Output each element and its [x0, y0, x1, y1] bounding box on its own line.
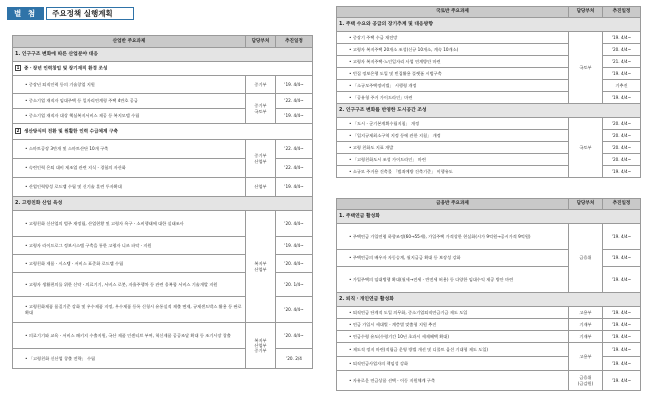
- task-cell: • 의료기기와 교육ㆍ서비스 패키지 수출지원, 국산 제품 인센티브 부여, 혁신제품 공공조달 확대 등 조기시장 창출: [13, 323, 246, 349]
- category-row: [13, 197, 313, 211]
- schedule-cell: '19. 4/4~: [603, 166, 641, 178]
- schedule-cell: '19. 4/4~: [276, 178, 313, 197]
- schedule-cell: '19. 4/4~: [603, 92, 641, 104]
- table-row: [13, 323, 313, 349]
- schedule-cell: '19. 4/4~: [603, 357, 641, 371]
- task-cell: • 「고령친화도시 조성 가이드라인」 마련: [337, 154, 569, 166]
- category-label: 1. 주택연금 활성화: [337, 210, 641, 224]
- task-cell: • 「소규모주택정비법」 시행령 개정: [337, 80, 569, 92]
- table-row: [337, 32, 641, 44]
- task-cell: • 고령친화 신산업의 범주 재정립, 산업현황 및 고령자 욕구ㆍ소비행태에 대한 실태조사: [13, 211, 246, 237]
- dept-cell: 중기부 국토부: [246, 94, 276, 124]
- left-page: [0, 0, 322, 417]
- task-cell: • 「입지규제최소구역 지정 등에 관한 지침」 개정: [337, 130, 569, 142]
- subcategory-row: [13, 124, 313, 140]
- number-box: 1: [16, 65, 20, 71]
- table-row: [337, 343, 641, 357]
- schedule-cell: '19. 4/4~: [603, 331, 641, 343]
- col-header-schedule: 추진일정: [603, 199, 641, 210]
- task-cell: • 고령자 라이프로그 정보시스템 구축을 통한 고령자 니즈 파악ㆍ지원: [13, 237, 246, 255]
- task-cell: • 산업인력양성 로드맵 수립 및 신기술 훈련 투자확대: [13, 178, 246, 197]
- page-title: 주요정책 실행계획: [46, 7, 134, 20]
- table-row: [13, 94, 313, 109]
- dept-cell: 국토부: [569, 32, 603, 104]
- schedule-cell: '20. 4/4~: [276, 211, 313, 237]
- schedule-cell: '20. 4/4~: [276, 255, 313, 273]
- category-label: 2. 퇴직ㆍ개인연금 활성화: [337, 293, 641, 307]
- col-header-schedule: 추진일정: [276, 36, 313, 48]
- col-header-task: 국토반 주요과제: [337, 7, 569, 18]
- schedule-cell: '20. 4/4~: [276, 297, 313, 323]
- schedule-cell: '19. 4/4~: [603, 307, 641, 319]
- schedule-cell: '22. 4/4~: [276, 94, 313, 109]
- dept-cell: 기재부: [569, 331, 603, 343]
- task-cell: • 중장년 퇴직인력 등의 기술창업 지원: [13, 76, 246, 94]
- schedule-cell: '19. 4/4~: [603, 32, 641, 44]
- task-cell: • 「도시ㆍ군기본계획수립지침」 개정: [337, 118, 569, 130]
- schedule-cell: '19. 4/4~: [276, 109, 313, 124]
- task-cell: • 퇴직연금 단계적 도입 의무화, 중소기업퇴직연금기금 제도 도입: [337, 307, 569, 319]
- category-label: 1. 주택 수요와 공급의 장기추계 및 대응방향: [337, 18, 641, 32]
- table-row: [13, 211, 313, 237]
- table-row: [337, 331, 641, 343]
- task-cell: • 제도적 정지 마련(적립금 운영 방법 개선 및 디폴트 옵션 기대형 제도 도입): [337, 343, 569, 357]
- task-cell: • 고령친화 제품ㆍ시스템ㆍ서비스 표준화 로드맵 수립: [13, 255, 246, 273]
- schedule-cell: '20. 4/4~: [603, 118, 641, 130]
- task-cell: • 퇴직연금사업자의 책임성 강화: [337, 357, 569, 371]
- task-cell: • 고령자 복지주택 20개소 조성(신규 10개소, 계속 10개소): [337, 44, 569, 56]
- dept-cell: 금융위 (금감원): [569, 371, 603, 391]
- category-label: 2. 고령친화 산업 육성: [13, 197, 313, 211]
- task-cell: • 고령자 복지주택-노인일자리 사업 연계방안 마련: [337, 56, 569, 68]
- category-row: [337, 210, 641, 224]
- schedule-cell: '19. 4/4~: [603, 319, 641, 331]
- schedule-cell: '20. 4/4~: [603, 142, 641, 154]
- land-policy-table: [336, 6, 641, 178]
- subcategory-label: 생산방식의 전환 및 원활한 인력 수급체계 구축: [24, 129, 118, 135]
- task-cell: • 고령 친화도 지표 개발: [337, 142, 569, 154]
- col-header-dept: 담당부처: [569, 199, 603, 210]
- right-page: [332, 0, 647, 417]
- dept-cell: 고용부: [569, 307, 603, 319]
- schedule-cell: '20. 4/4~: [603, 44, 641, 56]
- schedule-cell: '19. 4/4~: [276, 76, 313, 94]
- attachment-badge: 별 첨: [7, 7, 44, 20]
- col-header-dept: 담당부처: [569, 7, 603, 18]
- task-cell: • 스마트공장 3만개 및 스마트산단 10개 구축: [13, 140, 246, 159]
- table-row: [13, 76, 313, 94]
- schedule-cell: '21. 4/4~: [603, 56, 641, 68]
- number-box: 2: [16, 128, 20, 134]
- task-cell: • 주택연금 가입연령 하향조정(60→55세), 가입주택 가격상한 현실화(시가 9억원→공시가격 9억원): [337, 224, 569, 250]
- task-cell: • 중소기업 재직자 대상 핵심복지서비스 제공 등 복지모델 수립: [13, 109, 246, 124]
- subcategory-label: 중ㆍ장년 인력창업 및 장기재직 환경 조성: [24, 66, 108, 72]
- task-cell: • 고령친화제품 품질기준 강화 및 우수제품 지정, 우수제품 등록 신청시 유통실적 제출 면제, 규제샌드박스 활용 등 판로 확대: [13, 297, 246, 323]
- schedule-cell: '20. 4/4~: [603, 130, 641, 142]
- task-cell: • 자유로운 연금상품 선택ㆍ이동 지원체계 구축: [337, 371, 569, 391]
- task-cell: • 중소기업 재직자 임대주택 등 일자리연계형 주택 4만호 공급: [13, 94, 246, 109]
- schedule-cell: '19. 4/4~: [603, 224, 641, 250]
- category-row: [337, 18, 641, 32]
- dept-cell: 중기부: [246, 76, 276, 94]
- col-header-schedule: 추진일정: [603, 7, 641, 18]
- task-cell: • 「공유형 주거 가이드라인」마련: [337, 92, 569, 104]
- category-row: [337, 104, 641, 118]
- subcategory-row: [13, 62, 313, 76]
- table-row: [337, 118, 641, 130]
- task-cell: • 「고령친화 신산업 창출 전략」 수립: [13, 349, 246, 369]
- category-label: 2. 인구구조 변화를 반영한 도시공간 조성: [337, 104, 641, 118]
- task-cell: • 빈집 정보은행 도입 및 빈집활용 플랫폼 시범구축: [337, 68, 569, 80]
- task-cell: • 고령자 생활편의를 위한 신약ㆍ의료기기, 서비스 로봇, 자율주행차 등 관련 융복합 서비스 기술개발 지원: [13, 273, 246, 297]
- schedule-cell: '19. 4/4~: [603, 68, 641, 80]
- schedule-cell: '19. 4/4~: [603, 267, 641, 293]
- table-row: [337, 371, 641, 391]
- table-row: [337, 319, 641, 331]
- table-row: [337, 224, 641, 250]
- category-label: 1. 인구구조 변화에 따른 산업분야 대응: [13, 48, 313, 62]
- task-cell: • 연금 가입시 세대별ㆍ계층별 맞춤형 지원 추진: [337, 319, 569, 331]
- schedule-cell: 기추진: [603, 80, 641, 92]
- dept-cell: 중기부 산업부: [246, 140, 276, 178]
- page-header: [7, 6, 134, 20]
- category-row: [337, 293, 641, 307]
- dept-cell: 복지부 산업부 중기부: [246, 323, 276, 369]
- schedule-cell: '20. 2/4: [276, 349, 313, 369]
- task-cell: • 소규모 주거용 건축물 「범죄예방 건축기준」 이행유도: [337, 166, 569, 178]
- task-cell: • 주택연금의 배우자 자동승계, 월지급금 확대 등 보장성 강화: [337, 250, 569, 267]
- col-header-dept: 담당부처: [246, 36, 276, 48]
- category-row: [13, 48, 313, 62]
- dept-cell: 금융위: [569, 224, 603, 293]
- table-row: [13, 140, 313, 159]
- schedule-cell: '20. 1/4~: [276, 273, 313, 297]
- task-cell: • 숙련인력 은퇴 대비 제조업 관련 지식ㆍ경험의 자산화: [13, 159, 246, 178]
- table-row: [13, 178, 313, 197]
- schedule-cell: '20. 4/4~: [603, 154, 641, 166]
- table-row: [337, 307, 641, 319]
- col-header-task: 금융반 주요과제: [337, 199, 569, 210]
- schedule-cell: '22. 4/4~: [276, 140, 313, 159]
- dept-cell: 국토부: [569, 118, 603, 178]
- schedule-cell: '19. 4/4~: [603, 250, 641, 267]
- task-cell: • 중장기 주택 수급 재전망: [337, 32, 569, 44]
- schedule-cell: '19. 4/4~: [603, 343, 641, 357]
- task-cell: • 가입주택의 임대병행 확대(월세→전세ㆍ반전세 허용) 등 다양한 임대수익 제공 방안 마련: [337, 267, 569, 293]
- dept-cell: 산업부: [246, 178, 276, 197]
- dept-cell: 기재부: [569, 319, 603, 331]
- col-header-task: 산업반 주요과제: [13, 36, 246, 48]
- finance-policy-table: [336, 198, 641, 391]
- dept-cell: 복지부 산업부: [246, 211, 276, 323]
- schedule-cell: '19. 4/4~: [276, 237, 313, 255]
- industry-policy-table: [12, 35, 313, 369]
- dept-cell: 고용부: [569, 343, 603, 371]
- schedule-cell: '19. 4/4~: [603, 371, 641, 391]
- task-cell: • 연금수령 유도(수령기간 10년 초과시 세제혜택 확대): [337, 331, 569, 343]
- schedule-cell: '20. 4/4~: [276, 323, 313, 349]
- schedule-cell: '22. 4/4~: [276, 159, 313, 178]
